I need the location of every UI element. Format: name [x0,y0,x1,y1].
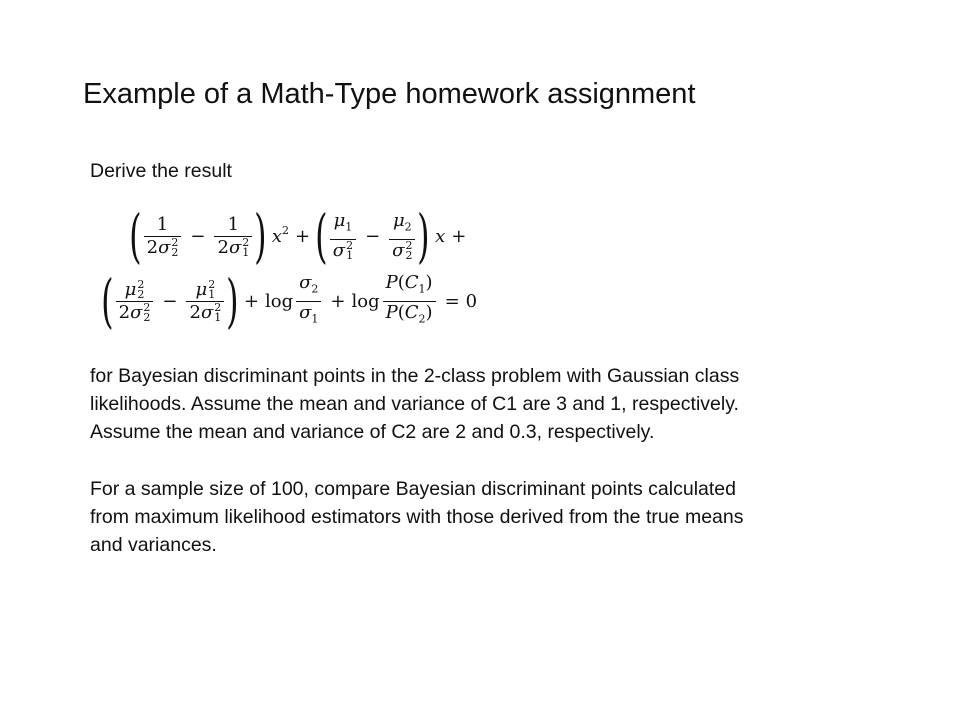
text-line: and variances. [90,534,217,556]
equation-line-1: ( 1 2σ 2 2 − 1 2σ 2 1 ) x $^2$ + ( $\mu_1$ σ 2 1 − $\mu_2$ σ 2 2 ) x + [129,202,467,270]
text-line: for Bayesian discriminant points in the 2-class problem with Gaussian class [90,365,740,387]
equation-line-2: ( μ 2 2 2σ 2 2 − μ 2 1 2σ 2 1 ) + log $\frac{\sigma_2}{\sigma_1}$ + log $\frac{P(C_1)}{P(C_2)}$ = 0 [101,267,478,335]
text-line: Assume the mean and variance of C2 are 2 and 0.3, respectively. [90,421,655,443]
slide-title: Example of a Math-Type homework assignment [83,78,696,110]
text-line: likelihoods. Assume the mean and variance of C1 are 3 and 1, respectively. [90,393,739,415]
text-line: from maximum likelihood estimators with those derived from the true means [90,506,744,528]
text-line: For a sample size of 100, compare Bayesian discriminant points calculated [90,478,736,500]
task-description [90,475,910,559]
problem-description [90,362,910,446]
instruction-heading: Derive the result [90,160,232,182]
discriminant-equation [102,198,522,338]
